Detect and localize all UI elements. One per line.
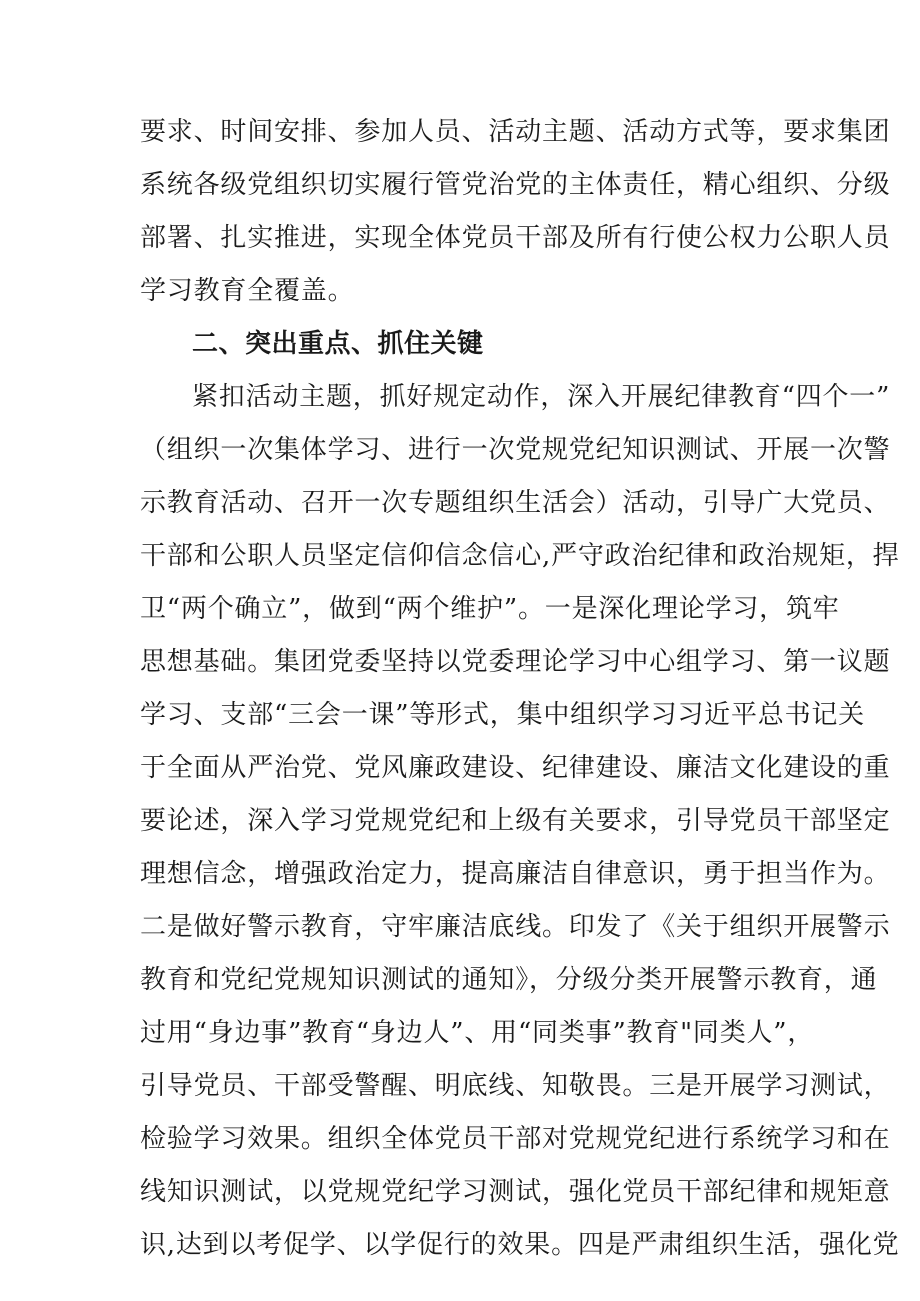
paragraph2-line-1: 紧扣活动主题，抓好规定动作，深入开展纪律教育“四个一”	[192, 382, 891, 412]
paragraph2-line-5: 卫“两个确立”，做到“两个维护”。一是深化理论学习，筑牢	[140, 594, 840, 624]
paragraph2-line-17: 识,达到以考促学、以学促行的效果。四是严肃组织生活，强化党	[140, 1230, 900, 1260]
paragraph2-line-6: 思想基础。集团党委坚持以党委理论学习中心组学习、第一议题	[140, 647, 891, 677]
paragraph2-line-12: 教育和党纪党规知识测试的通知》，分级分类开展警示教育，通	[140, 965, 878, 995]
paragraph1-line-3: 部署、扎实推进，实现全体党员干部及所有行使公权力公职人员	[140, 223, 891, 253]
paragraph2-line-4: 干部和公职人员坚定信仰信念信心,严守政治纪律和政治规矩，捍	[140, 541, 900, 571]
paragraph1-line-4: 学习教育全覆盖。	[140, 276, 355, 306]
paragraph2-line-14: 引导党员、干部受警醒、明底线、知敬畏。三是开展学习测试，	[140, 1071, 891, 1101]
paragraph2-line-10: 理想信念，增强政治定力，提高廉洁自律意识，勇于担当作为。	[140, 859, 891, 889]
paragraph2-line-2: （组织一次集体学习、进行一次党规党纪知识测试、开展一次警	[140, 435, 891, 465]
section-heading-2: 二、突出重点、抓住关键	[192, 329, 484, 359]
paragraph2-line-15: 检验学习效果。组织全体党员干部对党规党纪进行系统学习和在	[140, 1124, 891, 1154]
paragraph2-line-7: 学习、支部“三会一课”等形式，集中组织学习习近平总书记关	[140, 700, 865, 730]
paragraph1-line-1: 要求、时间安排、参加人员、活动主题、活动方式等，要求集团	[140, 117, 891, 147]
paragraph2-line-8: 于全面从严治党、党风廉政建设、纪律建设、廉洁文化建设的重	[140, 753, 891, 783]
paragraph2-line-11: 二是做好警示教育，守牢廉洁底线。印发了《关于组织开展警示	[140, 912, 891, 942]
paragraph2-line-9: 要论述，深入学习党规党纪和上级有关要求，引导党员干部坚定	[140, 806, 891, 836]
paragraph2-line-16: 线知识测试，以党规党纪学习测试，强化党员干部纪律和规矩意	[140, 1177, 891, 1207]
paragraph1-line-2: 系统各级党组织切实履行管党治党的主体责任，精心组织、分级	[140, 170, 891, 200]
paragraph2-line-3: 示教育活动、召开一次专题组织生活会）活动，引导广大党员、	[140, 488, 891, 518]
paragraph2-line-13: 过用“身边事”教育“身边人”、用“同类事”教育"同类人”，	[140, 1018, 815, 1048]
